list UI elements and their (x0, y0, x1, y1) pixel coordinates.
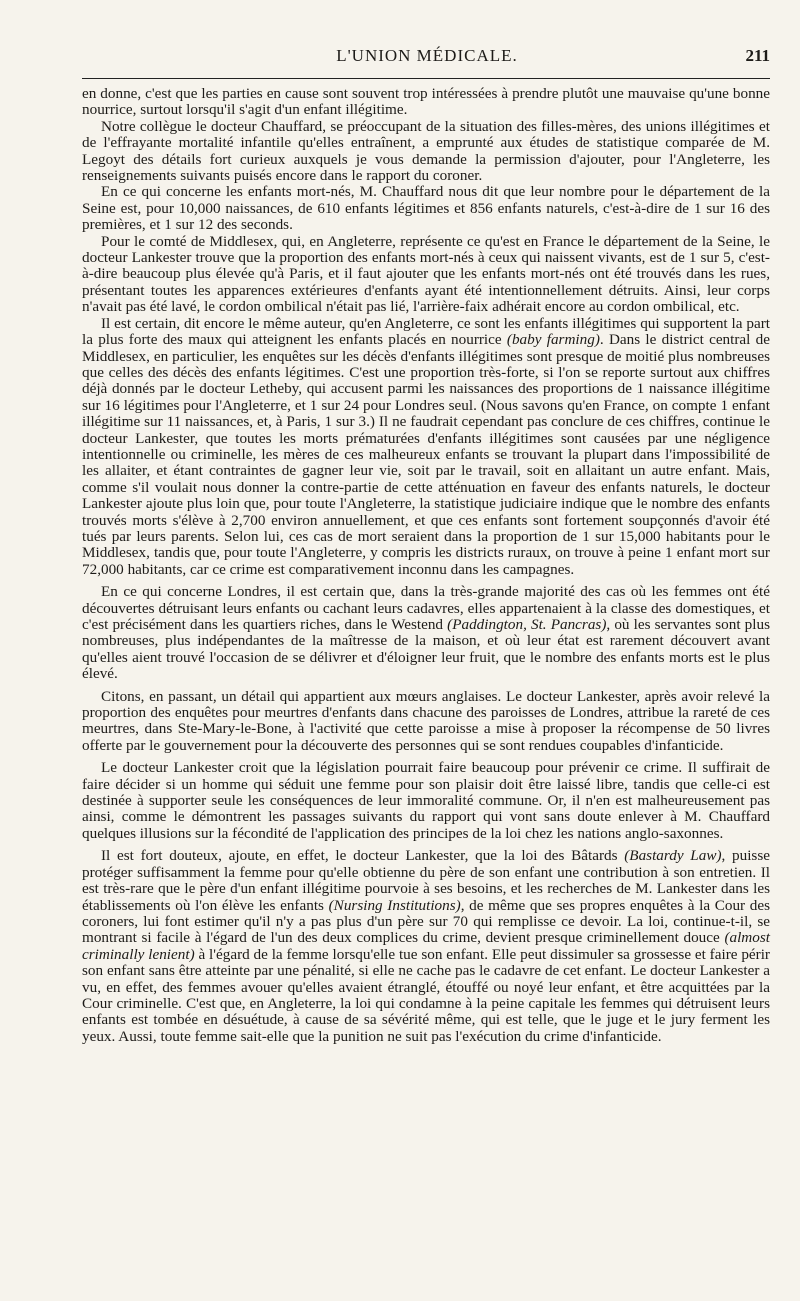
paragraph-5 (82, 316, 770, 579)
paragraph-9 (82, 848, 770, 1045)
paragraph-6 (82, 584, 770, 682)
paragraph-5-italic: (baby farming) (506, 331, 600, 349)
paragraph-9-italic-1: (Bastardy Law) (624, 847, 722, 865)
page-header (82, 44, 772, 74)
paragraph-2: Notre collègue le docteur Chauffard, se préoccupant de la situation des filles-mères, des unions illégitimes et de l'effrayante mortalité infantile qu'elles entraînent, a emprunté aux études de statistique comparée de M. Legoyt des détails fort curieux auxquels je vous demande la permission d'ajouter, pour l'Angleterre, les renseignements suivants puisés encore dans le rapport du coroner. (82, 117, 770, 185)
paragraph-4: Pour le comté de Middlesex, qui, en Angleterre, représente ce qu'est en France le département de la Seine, le docteur Lankester trouve que la proportion des enfants mort-nés à ceux qui naissent vivants, est de 1 sur 5, c'est-à-dire beaucoup plus élevée qu'à Paris, et il faut ajouter que les enfants mort-nés ont été trouvés dans les rues, présentant toutes les apparences extérieures d'enfants ayant été intentionnellement détruits. Ainsi, leur corps n'avait pas été lavé, le cordon ombilical n'était pas lié, l'arrière-faix adhérait encore au cordon ombilical, etc. (82, 232, 770, 316)
paragraph-9-text-b: , puisse protéger suffisamment la femme pour qu'elle obtienne du père de son enfant une contribution à son entretien. Il est très-rare que le père d'un enfant illégitime pourvoie à ses besoins, et les recherches de M. Lankester dans les établissements où l'on élève les enfants (82, 847, 770, 914)
paragraph-8: Le docteur Lankester croit que la législation pourrait faire beaucoup pour prévenir ce crime. Il suffirait de faire décider si un homme qui séduit une femme pour son plaisir doit être laissé libre, tandis que celle-ci est destinée à supporter seule les conséquences de leur immoralité commune. Or, il n'en est malheureusement pas ainsi, comme le démontrent les passages suivants du rapport qui vont sans doute enlever à M. Chauffard quelques illusions sur la fécondité de l'application des principes de la loi chez les nations anglo-saxonnes. (82, 759, 770, 842)
page-number: 211 (745, 46, 770, 65)
paragraph-5-text-b: . Dans le district central de Middlesex, en particulier, les enquêtes sur les décès d'enfants illégitimes sont presque de moitié plus nombreuses que celles des décès des enfants légitimes. C'est une proportion très-forte, si l'on se reporte surtout aux chiffres déjà donnés par le docteur Letheby, qui accusent parmi les naissances des proportions de 1 naissance illégitime sur 16 légitimes pour l'Angleterre, et 1 sur 24 pour Londres seul. (Nous savons qu'en France, on compte 1 enfant illégitime sur 11 naissances, et, à Paris, 1 sur 3.) Il ne faudrait cependant pas conclure de ces chiffres, continue le docteur Lankester, que toutes les morts prématurées d'enfants illégitimes sont causées par une négligence intentionnelle ou criminelle, les mères de ces malheureux enfants se trouvant la plupart dans l'impossibilité de les allaiter, et étant contraintes de gagner leur vie, soit par le travail, soit en allaitant un autre enfant. Mais, comme s'il voulait nous donner la contre-partie de cette atténuation en faveur des enfants naturels, le docteur Lankester ajoute plus loin que, pour toute l'Angleterre, la statistique judiciaire indique que le nombre des enfants trouvés morts s'élève à 2,700 environ annuellement, et que ces enfants sont fortement soupçonnés d'avoir été tués par leurs parents. Selon lui, ces cas de mort seraient dans la proportion de 1 sur 15,000 habitants pour le Middlesex, tandis que, pour toute l'Angleterre, y compris les districts ruraux, on trouve à peine 1 enfant mort sur 72,000 habitants, car ce crime est comparativement inconnu dans les campagnes. (82, 331, 770, 578)
paragraph-9-text-c: , de même que ses propres enquêtes à la Cour des coroners, lui font estimer qu'il n'y a pas plus d'un père sur 70 qui remplisse ce devoir. La loi, continue-t-il, se montrant si facile à l'égard de l'un des deux complices du crime, devient presque criminellement douce (82, 896, 771, 947)
header-rule (82, 78, 770, 79)
running-title: L'UNION MÉDICALE. (336, 46, 518, 65)
paragraph-9-italic-3: (almost criminally lenient) (82, 929, 770, 963)
paragraph-6-text-b: , où les servantes sont plus nombreuses, plus indépendantes de la maîtresse de la maison, et où leur état est rarement découvert avant qu'elles aient trouvé l'occasion de se délivrer et d'éloigner leur fruit, que le nombre des enfants morts est le plus élevé. (82, 616, 771, 683)
paragraph-6-text-a: En ce qui concerne Londres, il est certain que, dans la très-grande majorité des cas où les femmes ont été découvertes détruisant leurs enfants ou cachant leurs cadavres, elles appartenaient à la classe des domestiques, et c'est précisément dans les quartiers riches, dans le Westend (82, 583, 770, 633)
paragraph-6-italic: (Paddington, St. Pancras) (447, 616, 607, 633)
paragraph-9-text-d: à l'égard de la femme lorsqu'elle tue son enfant. Elle peut dissimuler sa grossesse et faire périr son enfant sans être atteinte par une pénalité, si elle ne cache pas le cadavre de cet enfant. Le docteur Lankester a vu, en effet, des femmes avouer qu'elles avaient étranglé, étouffé ou noyé leur enfant, et être acquittées par la Cour criminelle. C'est que, en Angleterre, la loi qui condamne à la peine capitale les femmes qui détruisent leurs enfants est tombée en désuétude, à cause de sa sévérité même, qui est telle, que le juge et le jury ferment les yeux. Aussi, toute femme sait-elle que la punition ne suit pas l'exécution du crime d'infanticide. (82, 945, 770, 1045)
body-text (82, 86, 770, 1045)
paragraph-1: en donne, c'est que les parties en cause sont souvent trop intéressées à prendre plutôt une mauvaise qu'une bonne nourrice, surtout lorsqu'il s'agit d'un enfant illégitime. (82, 85, 770, 119)
paragraph-7: Citons, en passant, un détail qui appartient aux mœurs anglaises. Le docteur Lankester, après avoir relevé la proportion des enquêtes pour meurtres d'enfants dans chacune des paroisses de Londres, attribue la rareté de ces meurtres, dans Ste-Mary-le-Bone, à l'activité que cette paroisse a mise à proposer la récompense de 50 livres offerte par le gouvernement pour la découverte des personnes qui se sont rendues coupables d'infanticide. (82, 687, 770, 754)
paragraph-3: En ce qui concerne les enfants mort-nés, M. Chauffard nous dit que leur nombre pour le département de la Seine est, pour 10,000 naissances, de 610 enfants légitimes et 856 enfants naturels, c'est-à-dire de 1 sur 16 des premières, et 1 sur 12 des seconds. (82, 183, 770, 234)
paragraph-9-text-a: Il est fort douteux, ajoute, en effet, le docteur Lankester, que la loi des Bâtards (101, 847, 625, 865)
paragraph-5-text-a: Il est certain, dit encore le même auteur, qu'en Angleterre, ce sont les enfants illégitimes qui supportent la part la plus forte des maux qui atteignent les enfants placés en nourrice (82, 314, 770, 349)
paragraph-9-italic-2: (Nursing Institutions) (328, 896, 461, 914)
